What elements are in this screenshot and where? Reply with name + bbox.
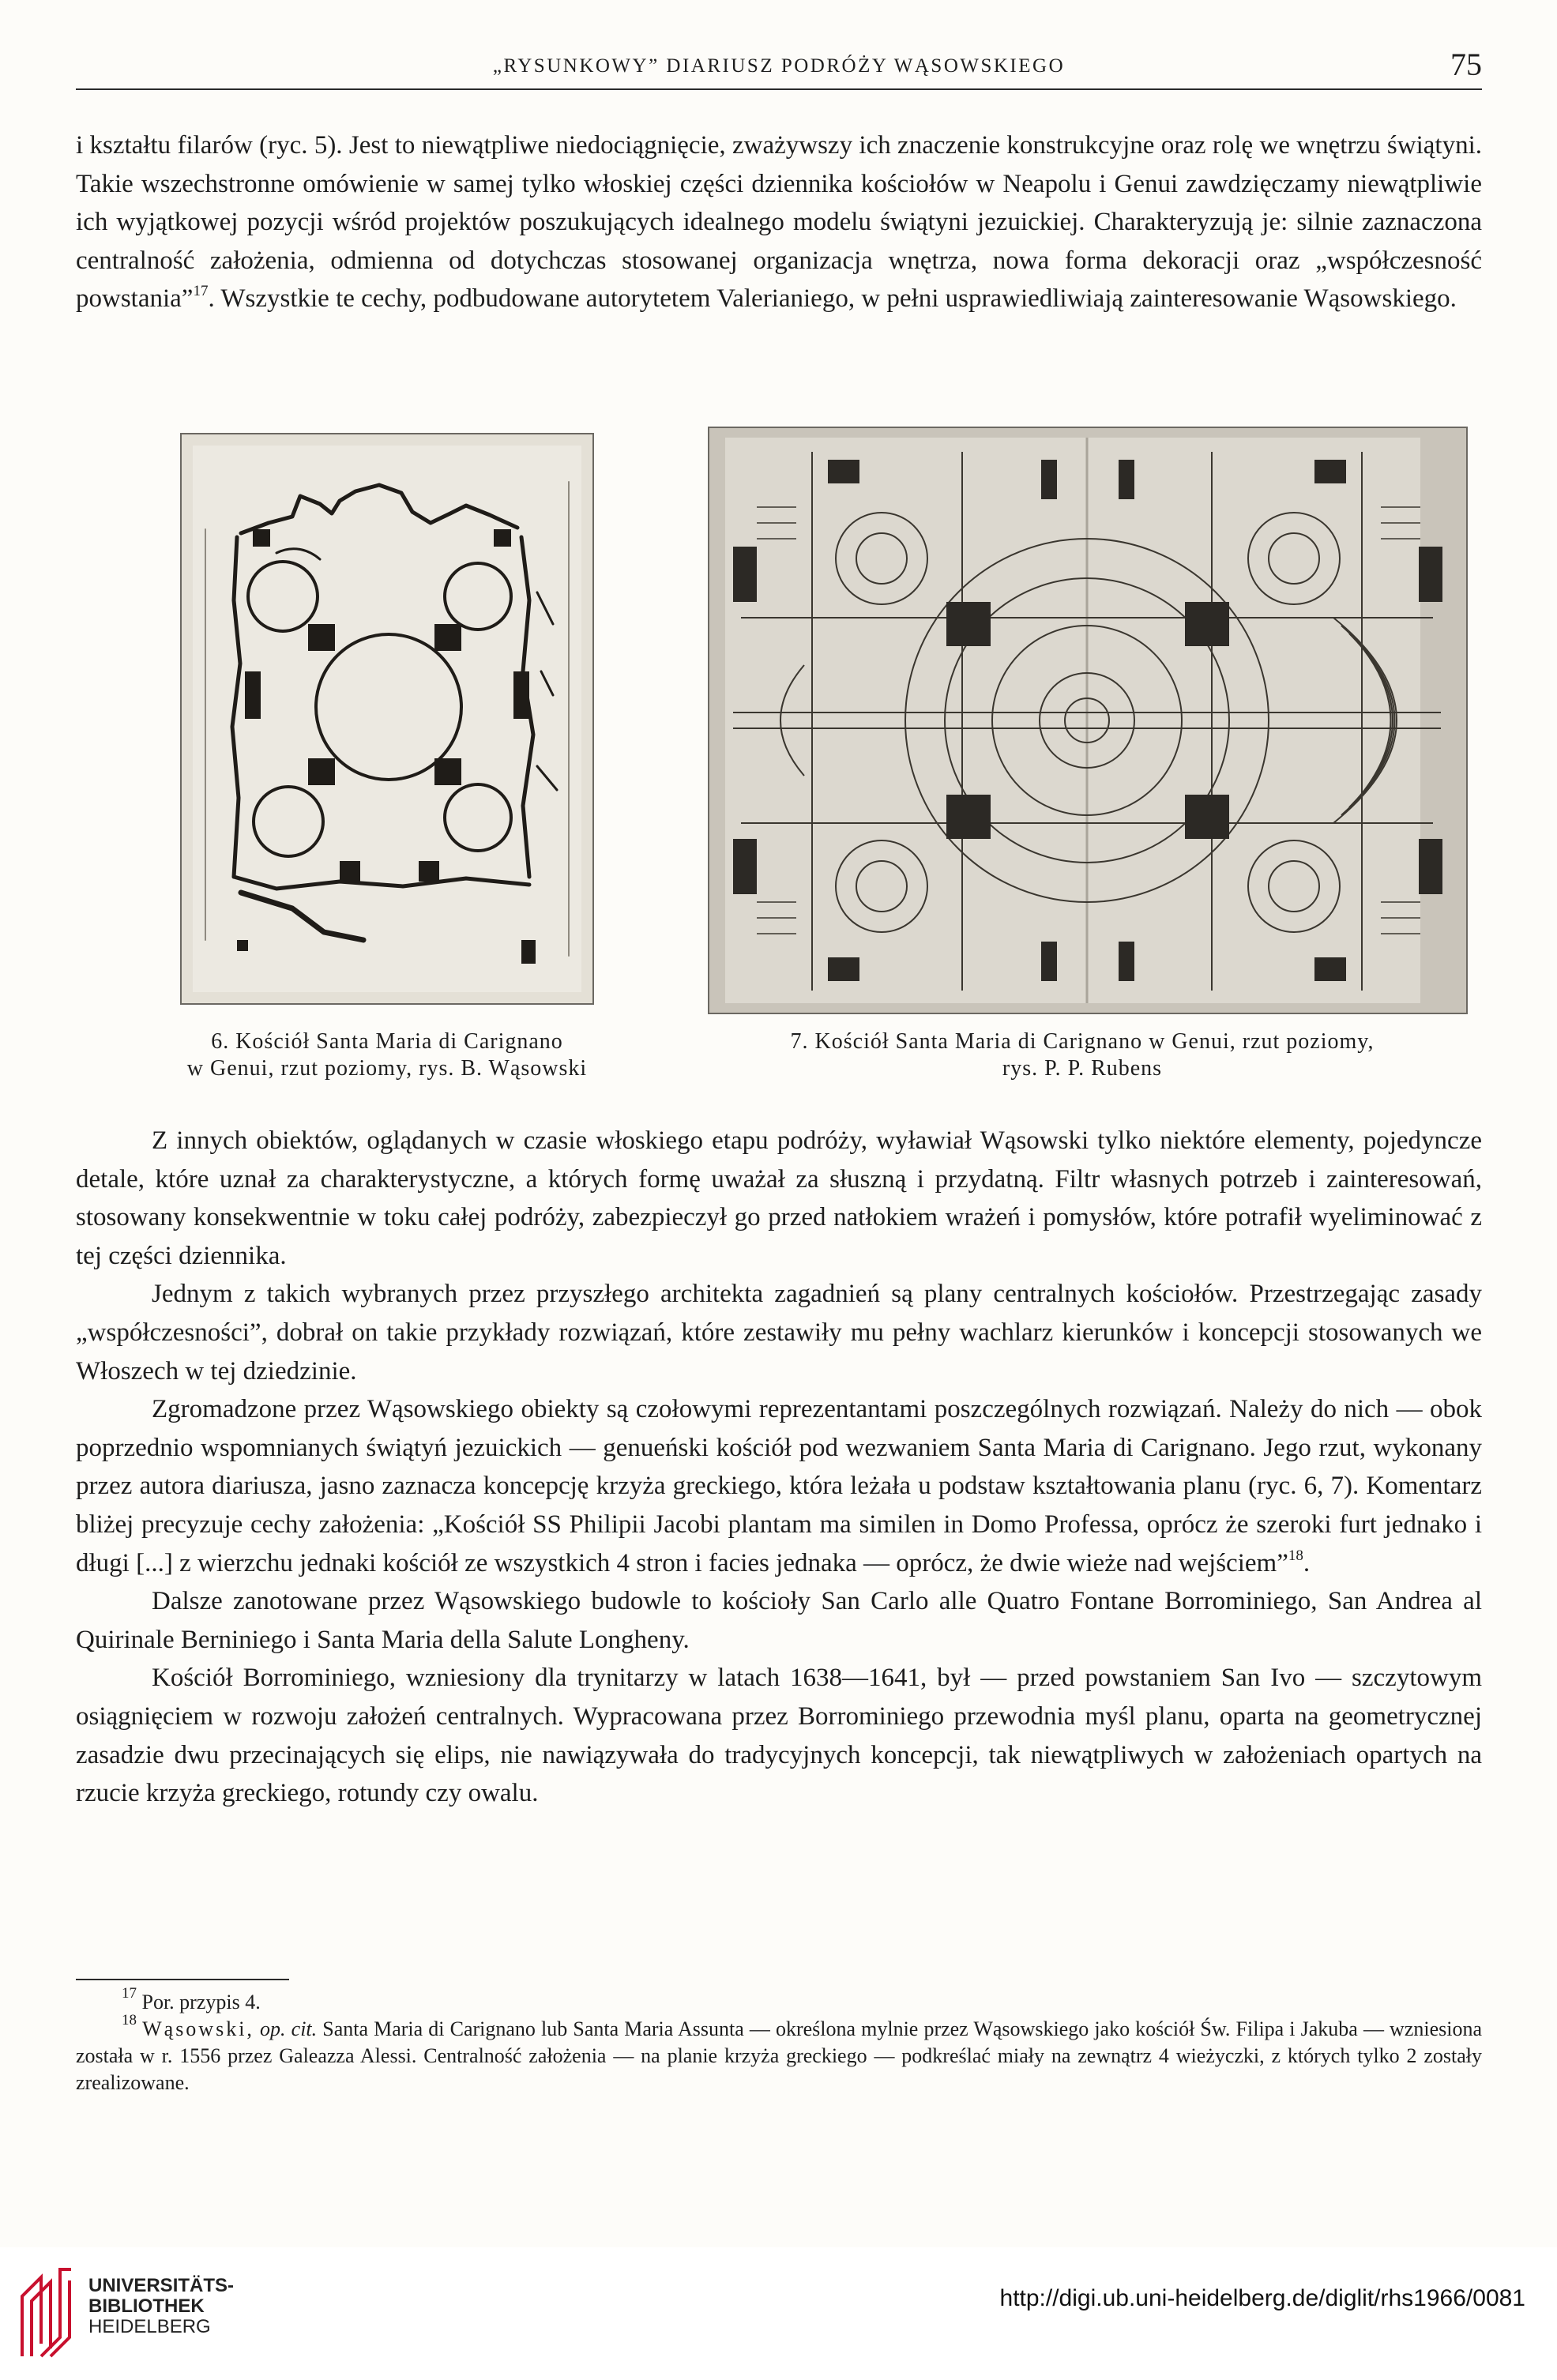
footnote-ref-18[interactable]: 18 [1288,1547,1303,1564]
footnote-17-text: Por. przypis 4. [141,1991,261,2013]
figure-7-caption [695,1028,1469,1082]
body-paragraph-3 [76,1390,1482,1582]
footnote-18-citation: op. cit. [260,2017,318,2040]
intro-text-2: . Wszystkie te cechy, podbudowane autorytetem Valerianiego, w pełni usprawiedliwiają zainteresowanie Wąsowskiego. [208,284,1457,314]
footnote-rule [76,1979,289,1980]
intro-text-1: i kształtu filarów (ryc. 5). Jest to niewątpliwe niedociągnięcie, zważywszy ich znaczenie konstrukcyjne oraz rolę we wnętrzu świątyni. Takie wszechstronne omówienie w samej tylko włoskiej części dziennika kościołów w Neapolu i Genui zawdzięczamy niewątpliwie ich wyjątkowej pozycji wśród projektów poszukujących idealnego modelu świątyni jezuickiej. Charakteryzują je: silnie zaznaczona centralność założenia, odmienna od dotychczas stosowanej organizacja wnętrza, nowa forma dekoracji oraz „współczesność powstania” [76,131,1482,314]
body-paragraph-4: Dalsze zanotowane przez Wąsowskiego budowle to kościoły San Carlo alle Quatro Fontane Borrominiego, San Andrea al Quirinale Berniniego i Santa Maria della Salute Longheny. [76,1587,1482,1654]
footnote-ref-17[interactable]: 17 [193,283,209,300]
footer-bar [0,2247,1557,2380]
body-paragraph-5: Kościół Borrominiego, wzniesiony dla trynitarzy w latach 1638—1641, był — przed powstaniem San Ivo — szczytowym osiągnięciem w rozwoju założeń centralnych. Wypracowana przez Borrominiego przewodnia myśl planu, oparta na geometrycznej zasadzie dwu przecinających się elips, nie nawiązywała do tradycyjnych koncepcji, tak niewątpliwych w założeniach opartych na rzucie krzyża greckiego, rotundy czy owalu. [76,1664,1482,1808]
source-url-link[interactable]: http://digi.ub.uni-heidelberg.de/diglit/rhs1966/0081 [999,2285,1525,2311]
intro-paragraph-block [76,126,1482,318]
footnote-18-number: 18 [122,2012,137,2028]
running-header [76,47,1482,90]
figure-6-caption-line-1: 6. Kościół Santa Maria di Carignano [211,1029,563,1054]
footnote-17-number: 17 [122,1985,137,2002]
figure-6-caption-line-2: w Genui, rzut poziomy, rys. B. Wąsowski [186,1056,588,1081]
figure-6-caption [118,1028,656,1082]
footnotes [76,1985,1483,2096]
footnote-18-author: Wąsowski, [142,2017,254,2040]
figure-7-caption-line-1: 7. Kościół Santa Maria di Carignano w Genui, rzut poziomy, [790,1029,1375,1054]
body-paragraph-3-text-1: Zgromadzone przez Wąsowskiego obiekty są czołowymi reprezentantami poszczególnych rozwiązań. Należy do nich — obok poprzednio wspomnianych świątyń jezuickich — genueński kościół pod wezwaniem Santa Maria di Carignano. Jego rzut, wykonany przez autora diariusza, jasno zaznacza koncepcję krzyża greckiego, która leżała u podstaw kształtowania planu (ryc. 6, 7). Komentarz bliżej precyzuje cechy założenia: „Kościół SS Philipii Jacobi plantam ma similen in Domo Professa, oprócz że szeroki furt jednako i długi [...] z wierzchu jednaki kościół ze wszystkich 4 stron i facies jednaka — oprócz, że dwie wieże nad wejściem” [76,1395,1482,1577]
footnote-18-text: Santa Maria di Carignano lub Santa Maria Assunta — określona mylnie przez Wąsowskiego jako kościół Św. Filipa i Jakuba — wzniesiona została w r. 1556 przez Galeazza Alessi. Centralność założenia — na planie krzyża greckiego — podkreślać miały na zewnątrz 4 wieżyczki, z których tylko 2 zostały zrealizowane. [76,2017,1483,2094]
body-paragraph-3-text-2: . [1303,1548,1311,1577]
university-library-logo-icon[interactable] [17,2265,76,2359]
figure-6-drawing [182,434,592,1003]
body-text-block [76,1122,1482,1813]
footnote-17 [76,1985,1482,2016]
page-number: 75 [1450,47,1482,82]
intro-paragraph [76,126,1482,318]
running-title: „RYSUNKOWY” DIARIUSZ PODRÓŻY WĄSOWSKIEGO [492,55,1066,77]
university-library-name [88,2276,234,2337]
logo-line-1: UNIVERSITÄTS- [88,2275,235,2296]
figure-6-wasowski-plan [180,433,594,1005]
footnote-18 [76,2012,1483,2096]
figure-7-rubens-plan [708,427,1468,1014]
logo-line-3: HEIDELBERG [88,2316,211,2337]
logo-line-2: BIBLIOTHEK [88,2295,205,2317]
body-paragraph-2: Jednym z takich wybranych przez przyszłego architekta zagadnień są plany centralnych kościołów. Przestrzegając zasady „współczesności”, dobrał on takie przykłady rozwiązań, które zestawiły mu pełny wachlarz kierunków i koncepcji stosowanych we Włoszech w tej dziedzinie. [76,1280,1482,1386]
body-paragraph-1: Z innych obiektów, oglądanych w czasie włoskiego etapu podróży, wyławiał Wąsowski tylko niektóre elementy, pojedyncze detale, które uznał za charakterystyczne, a których formę uważał za słuszną i przydatną. Filtr własnych potrzeb i zainteresowań, stosowany konsekwentnie w toku całej podróży, zabezpieczył go przed natłokiem wrażeń i pomysłów, które potrafił wyeliminować z tej części dziennika. [76,1126,1482,1270]
figure-7-caption-line-2: rys. P. P. Rubens [1002,1056,1163,1081]
figure-7-drawing [709,428,1466,1013]
